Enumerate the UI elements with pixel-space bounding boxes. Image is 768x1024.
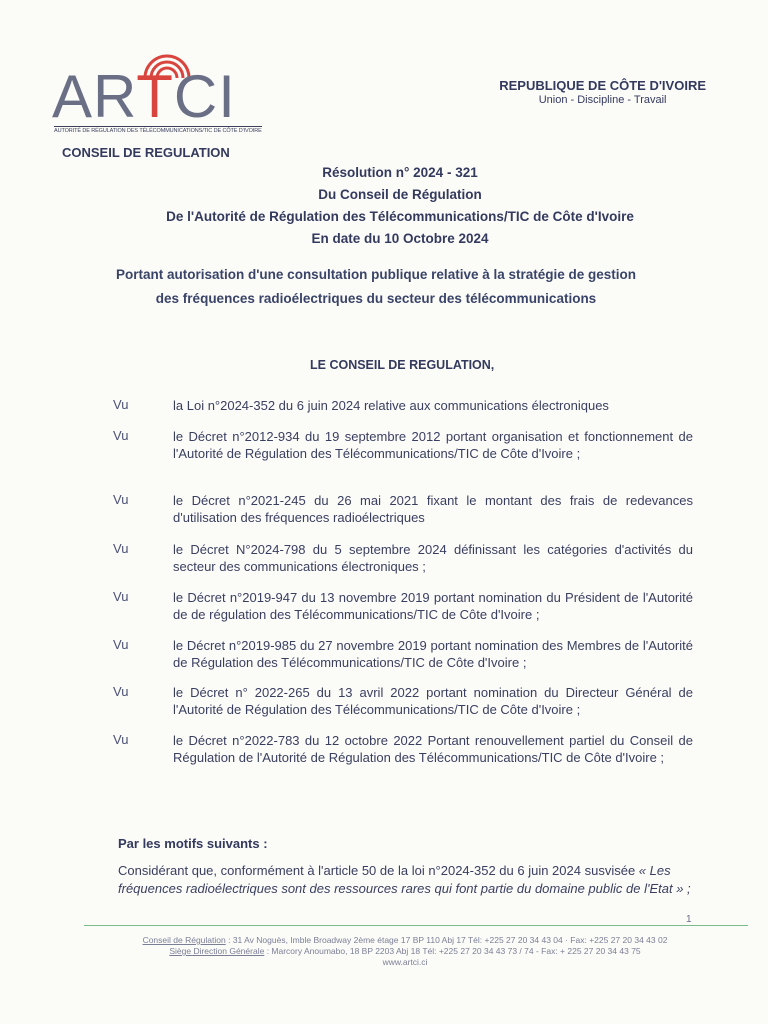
- vu-text: le Décret n°2021-245 du 26 mai 2021 fixant le montant des frais de redevances d'utilisation des fréquences radioélectriques: [173, 493, 693, 525]
- footer-label-1: Conseil de Régulation: [142, 935, 226, 945]
- vu-label: Vu: [113, 589, 129, 604]
- title-line-1: Résolution n° 2024 - 321: [322, 165, 478, 180]
- council-heading: LE CONSEIL DE REGULATION,: [310, 358, 495, 372]
- footer-line-1: [60, 935, 750, 946]
- vu-text: le Décret n°2019-947 du 13 novembre 2019 portant nomination du Président de l'Autorité de de régulation des Télécommunications/TIC de Côte d'Ivoire ;: [173, 590, 693, 622]
- page-number: 1: [686, 914, 692, 925]
- vu-text: le Décret n°2019-985 du 27 novembre 2019 portant nomination des Membres de l'Autorité de Régulation des Télécommunications/TIC de Côte d'Ivoire ;: [173, 638, 693, 670]
- vu-text: le Décret n°2022-783 du 12 octobre 2022 Portant renouvellement partiel du Conseil de Régulation de l'Autorité de Régulation des Télécommunications/TIC de Côte d'Ivoire ;: [173, 733, 693, 765]
- vu-text: le Décret n° 2022-265 du 13 avril 2022 portant nomination du Directeur Général de l'Autorité de Régulation des Télécommunications/TIC de Côte d'Ivoire ;: [173, 685, 693, 717]
- motifs-heading: Par les motifs suivants :: [118, 836, 268, 851]
- subject-line-1: Portant autorisation d'une consultation publique relative à la stratégie de gestion: [115, 267, 637, 282]
- republic-motto: Union - Discipline - Travail: [538, 94, 667, 106]
- footer: [60, 935, 750, 968]
- logo-subtitle: AUTORITÉ DE RÉGULATION DES TÉLÉCOMMUNICATIONS/TIC DE CÔTE D'IVOIRE: [54, 128, 262, 134]
- vu-label: Vu: [113, 397, 129, 412]
- footer-divider: [84, 925, 748, 926]
- vu-label: Vu: [113, 428, 129, 443]
- footer-label-2: Siège Direction Générale: [169, 946, 265, 956]
- vu-text: la Loi n°2024-352 du 6 juin 2024 relative aux communications électroniques: [173, 398, 609, 413]
- vu-label: Vu: [113, 492, 129, 507]
- footer-line-2: [60, 946, 750, 957]
- vu-label: Vu: [113, 732, 129, 747]
- vu-label: Vu: [113, 541, 129, 556]
- title-line-4: En date du 10 Octobre 2024: [311, 231, 489, 246]
- considerant-intro: Considérant que, conformément à l'article 50 de la loi n°2024-352 du 6 juin 2024 susvisée: [118, 863, 636, 878]
- footer-website: www.artci.ci: [382, 957, 428, 967]
- title-line-2: Du Conseil de Régulation: [318, 187, 482, 202]
- logo-wordmark: ARTCI: [52, 63, 236, 130]
- republic-name: REPUBLIQUE DE CÔTE D'IVOIRE: [499, 78, 706, 93]
- conseil-heading: CONSEIL DE REGULATION: [62, 145, 230, 160]
- footer-text-1: : 31 Av Noguès, Imble Broadway 2ème étage 17 BP 110 Abj 17 Tél: +225 27 20 34 43 04 · Fax: +225 27 20 34 43 02: [225, 935, 668, 945]
- footer-text-2: : Marcory Anoumabo, 18 BP 2203 Abj 18 Tél: +225 27 20 34 43 73 / 74 - Fax: + 225 27 20 34 43 75: [264, 946, 641, 956]
- republic-heading: [499, 78, 706, 106]
- vu-label: Vu: [113, 637, 129, 652]
- considerant-paragraph: [118, 862, 700, 898]
- resolution-subject: [0, 263, 752, 311]
- vu-label: Vu: [113, 684, 129, 699]
- vu-text: le Décret n°2012-934 du 19 septembre 2012 portant organisation et fonctionnement de l'Autorité de Régulation des Télécommunications/TIC de Côte d'Ivoire ;: [173, 429, 693, 461]
- considerant-quote: « Les fréquences radioélectriques sont des ressources rares qui font partie du domaine public de l'Etat » ;: [118, 863, 691, 896]
- artci-logo: [52, 42, 262, 142]
- title-line-3: De l'Autorité de Régulation des Télécommunications/TIC de Côte d'Ivoire: [166, 209, 634, 224]
- vu-text: le Décret N°2024-798 du 5 septembre 2024 définissant les catégories d'activités du secteur des communications électroniques ;: [173, 542, 693, 574]
- subject-line-2: des fréquences radioélectriques du secteur des télécommunications: [155, 291, 597, 306]
- resolution-title: [0, 162, 768, 250]
